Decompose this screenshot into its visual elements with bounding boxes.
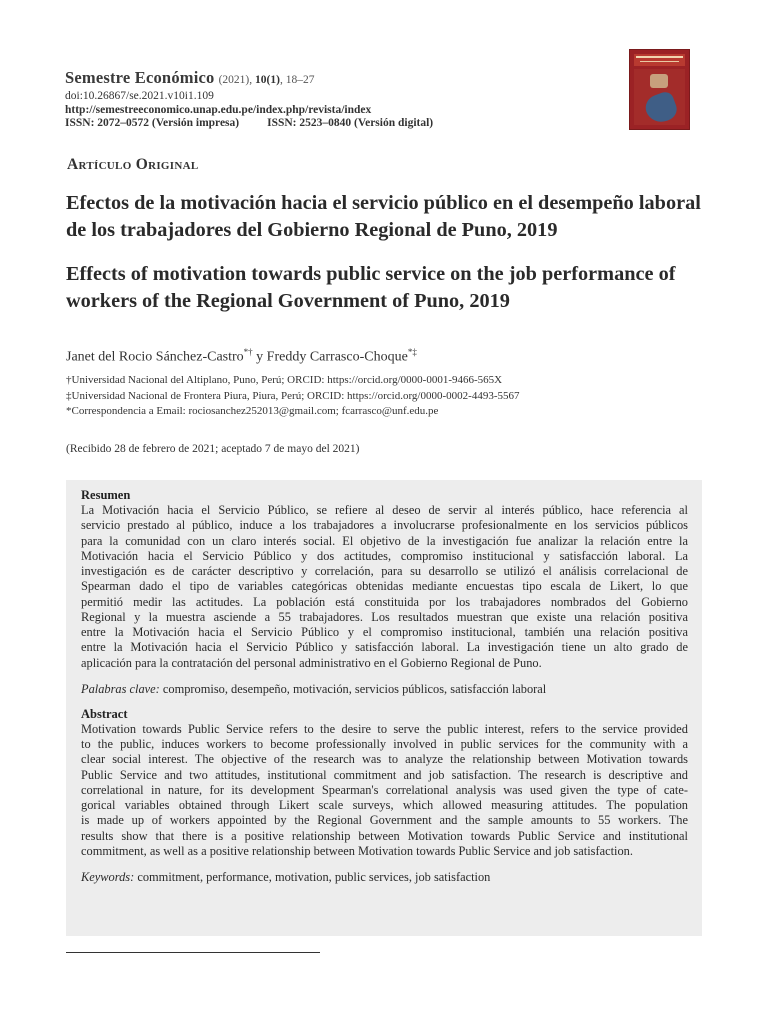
author-2-marks: *‡	[407, 347, 417, 357]
abstract-line: correlational in nature, for its development Spearman's correlational analysis was used given the type of cate-	[81, 782, 688, 797]
abstract-line: clear social interest. The objective of the research was to analyze the relationship between Motivation towards	[81, 752, 688, 767]
resumen-line: Motivación hacia el Servicio Público y dos actitudes, compromiso institucional y satisfacción laboral. La	[81, 548, 688, 563]
correspondence: *Correspondencia a Email: rociosanchez252013@gmail.com; fcarrasco@unf.edu.pe	[66, 405, 439, 417]
author-connector: y	[252, 349, 267, 365]
resumen-line: investigación es de carácter descriptivo y correlación, para su desarrollo se utilizó el análisis correlacional de	[81, 564, 688, 578]
resumen-line: servicio prestado al público, induce a los trabajadores a involucrarse profesionalmente en los servicios públicos	[81, 518, 688, 533]
title-english: Effects of motivation towards public service on the job performance of workers of the Regional Government of Puno, 2019	[66, 263, 676, 312]
doi[interactable]: doi:10.26867/se.2021.v10i1.109	[65, 90, 214, 102]
palabras-clave-label: Palabras clave:	[81, 681, 160, 696]
journal-header	[65, 68, 565, 131]
title-spanish: Efectos de la motivación hacia el servicio público en el desempeño laboral de los trabajadores del Gobierno Regional de Puno, 2019	[66, 192, 701, 241]
received-dates: (Recibido 28 de febrero de 2021; aceptado 7 de mayo del 2021)	[66, 443, 360, 455]
affiliation-2: ‡Universidad Nacional de Frontera Piura, Piura, Perú; ORCID: https://orcid.org/0000-0002-4493-5567	[66, 389, 520, 402]
abstract-line: to the public, induces workers to become professionally involved in public services for the community with a	[81, 737, 688, 751]
author-1-marks: *†	[243, 347, 253, 357]
journal-year: (2021)	[218, 74, 250, 86]
affiliations	[66, 373, 519, 420]
resumen-text	[81, 503, 688, 671]
keywords-label: Keywords:	[81, 870, 135, 884]
journal-volume: 10(1)	[255, 74, 280, 86]
resumen-line: para la comunidad con un claro interés social. El objetivo de la investigación fue analizar la relación entre la	[81, 533, 688, 548]
resumen-line: entre la Motivación hacia el Servicio Público y el compromiso institucional, también una relación positiva	[81, 625, 688, 639]
authors	[66, 347, 417, 366]
abstract-box	[66, 480, 702, 936]
abstract-line: is made up of workers appointed by the Regional Government and the sample amounts to 55 workers. The	[81, 813, 688, 828]
resumen-line: Spearman dado el tipo de variables categóricas obtenidas mediante encuestas tipo escala de Likert, lo que	[81, 579, 688, 594]
journal-name: Semestre Económico	[65, 68, 215, 87]
issn-digital: ISSN: 2523–0840 (Versión digital)	[267, 117, 434, 129]
palabras-clave	[81, 682, 688, 697]
abstract-line: commitment, as well as a positive relationship between Motivation towards Public Service and job satisfaction.	[81, 843, 633, 858]
affiliation-1: †Universidad Nacional del Altiplano, Puno, Perú; ORCID: https://orcid.org/0000-0001-9466-565X	[66, 374, 503, 386]
abstract-line: Public Service and two attitudes, institutional commitment and job satisfaction. The research is descriptive and	[81, 767, 688, 782]
journal-pages: , 18–27	[279, 74, 315, 86]
resumen-heading: Resumen	[81, 488, 131, 502]
journal-url[interactable]: http://semestreeconomico.unap.edu.pe/index.php/revista/index	[65, 103, 372, 116]
palabras-clave-values: compromiso, desempeño, motivación, servicios públicos, satisfacción laboral	[162, 681, 547, 696]
abstract-heading: Abstract	[81, 706, 128, 721]
keywords	[81, 870, 688, 885]
abstract-line: Motivation towards Public Service refers to the desire to serve the public interest, refers to the service provided	[81, 721, 688, 736]
issn-print: ISSN: 2072–0572 (Versión impresa)	[65, 117, 240, 129]
resumen-line: entre la Motivación hacia el Servicio Público y satisfacción laboral. La investigación tiene un alto grado de	[81, 640, 688, 655]
resumen-line: aplicación para la contratación del personal administrativo en el Gobierno Regional de Puno.	[81, 655, 542, 670]
keywords-values: commitment, performance, motivation, public services, job satisfaction	[137, 870, 491, 884]
abstract-line: results show that there is a positive relationship between Motivation towards Public Service and institutional	[81, 828, 688, 843]
resumen-line: La Motivación hacia el Servicio Público, se refiere al deseo de servir al interés público, hace referencia al	[81, 503, 688, 517]
footnote-divider	[66, 952, 320, 953]
journal-citation: Semestre Económico (2021), 10(1), 18–27	[65, 68, 315, 87]
author-2: Freddy Carrasco-Choque	[266, 349, 408, 365]
issn-row	[65, 117, 565, 131]
abstract-line: gorical variables obtained through Likert scale surveys, which allowed measuring attitudes. The population	[81, 798, 688, 812]
journal-cover-image	[630, 50, 689, 129]
section-label: Artículo Original	[67, 156, 199, 173]
author-1: Janet del Rocio Sánchez-Castro	[66, 349, 244, 365]
resumen-line: permitió medir las actitudes. La población está constituida por los trabajadores nombrados del Gobierno	[81, 594, 688, 609]
resumen-line: Regional y la muestra asciende a 55 trabajadores. Los resultados muestran que existe una relación positiva	[81, 609, 688, 624]
abstract-text	[81, 722, 688, 859]
